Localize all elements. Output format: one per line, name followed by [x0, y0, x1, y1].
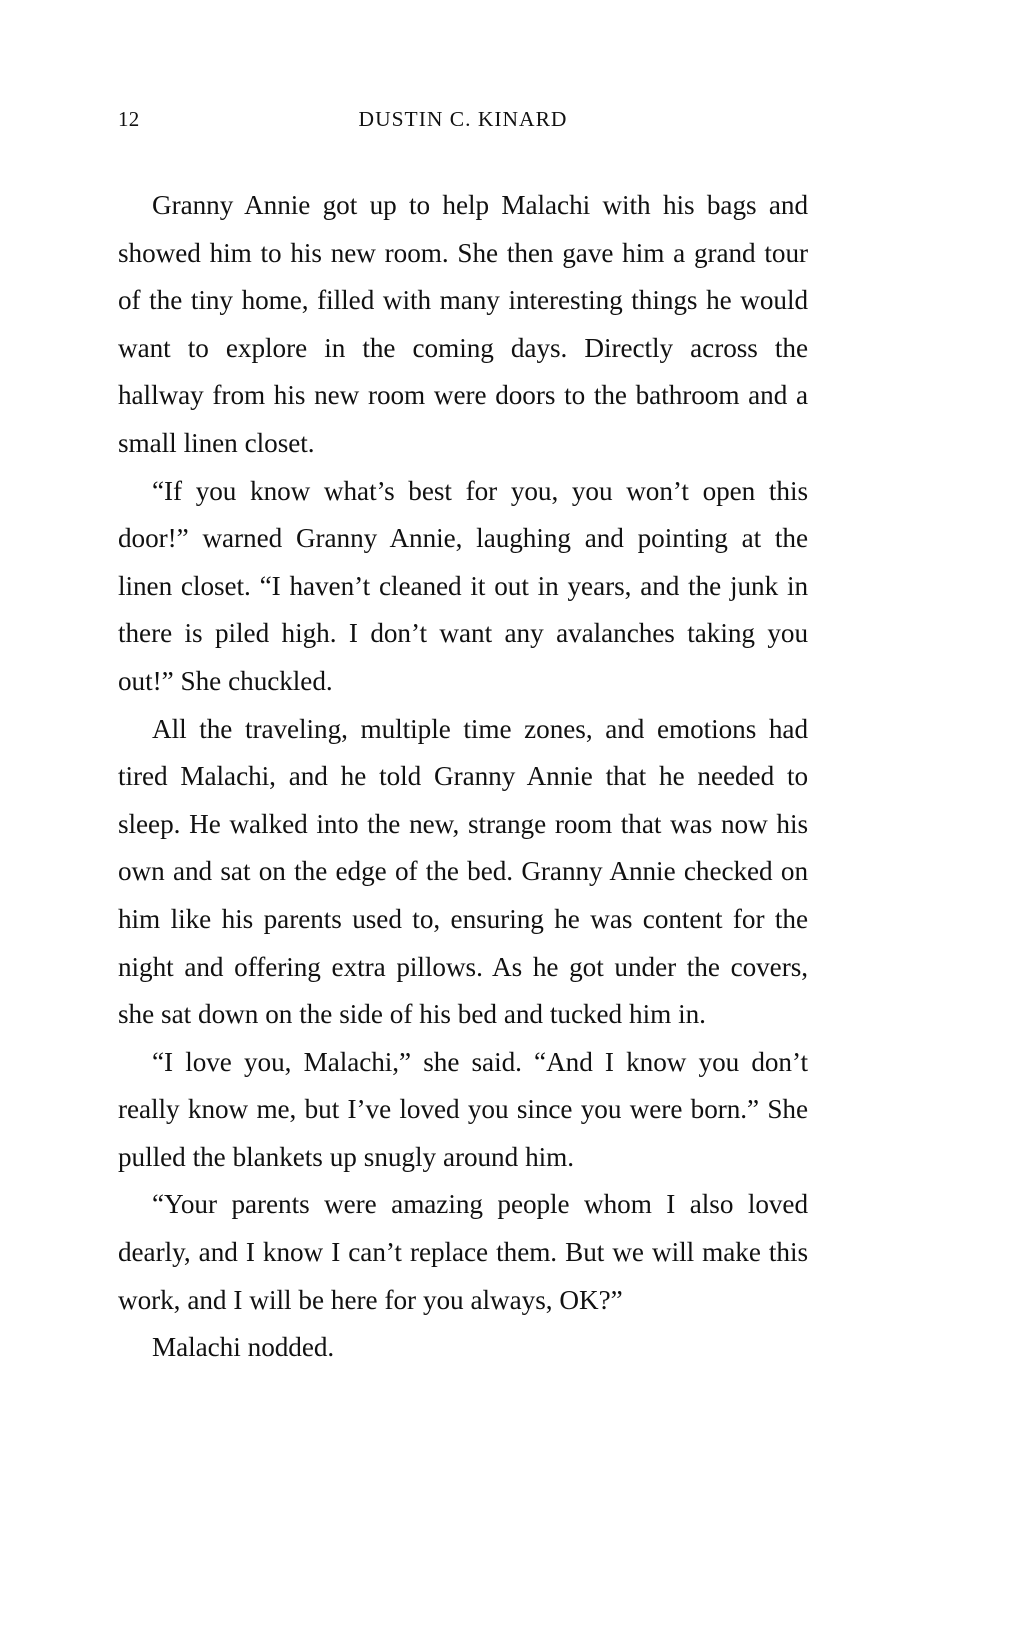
paragraph: “I love you, Malachi,” she said. “And I know you don’t really know me, but I’ve loved you since you were born.” She pulled the blankets up snugly around him.	[118, 1046, 808, 1172]
paragraph: “If you know what’s best for you, you won’t open this door!” warned Granny Annie, laughing and pointing at the linen closet. “I haven’t cleaned it out in years, and the junk in there is piled high. I don’t want any avalanches taking you out!” She chuckled.	[118, 475, 808, 696]
page-number: 12	[118, 107, 140, 131]
paragraph: “Your parents were amazing people whom I also loved dearly, and I know I can’t replace them. But we will make this work, and I will be here for you always, OK?”	[118, 1189, 808, 1315]
paragraph: All the traveling, multiple time zones, and emotions had tired Malachi, and he told Granny Annie that he needed to sleep. He walked into the new, strange room that was now his own and sat on the edge of the bed. Granny Annie checked on him like his parents used to, ensuring he was content for the night and offering extra pillows. As he got under the covers, she sat down on the side of his bed and tucked him in.	[118, 713, 808, 1030]
paragraph: Granny Annie got up to help Malachi with his bags and showed him to his new room. She then gave him a grand tour of the tiny home, filled with many interesting things he would want to explore in the coming days. Directly across the hallway from his new room were doors to the bathroom and a small linen closet.	[118, 190, 808, 458]
running-head	[118, 104, 808, 134]
running-head-author: DUSTIN C. KINARD	[358, 107, 568, 131]
paragraph: Malachi nodded.	[152, 1332, 335, 1363]
body-text-block	[118, 182, 808, 1372]
